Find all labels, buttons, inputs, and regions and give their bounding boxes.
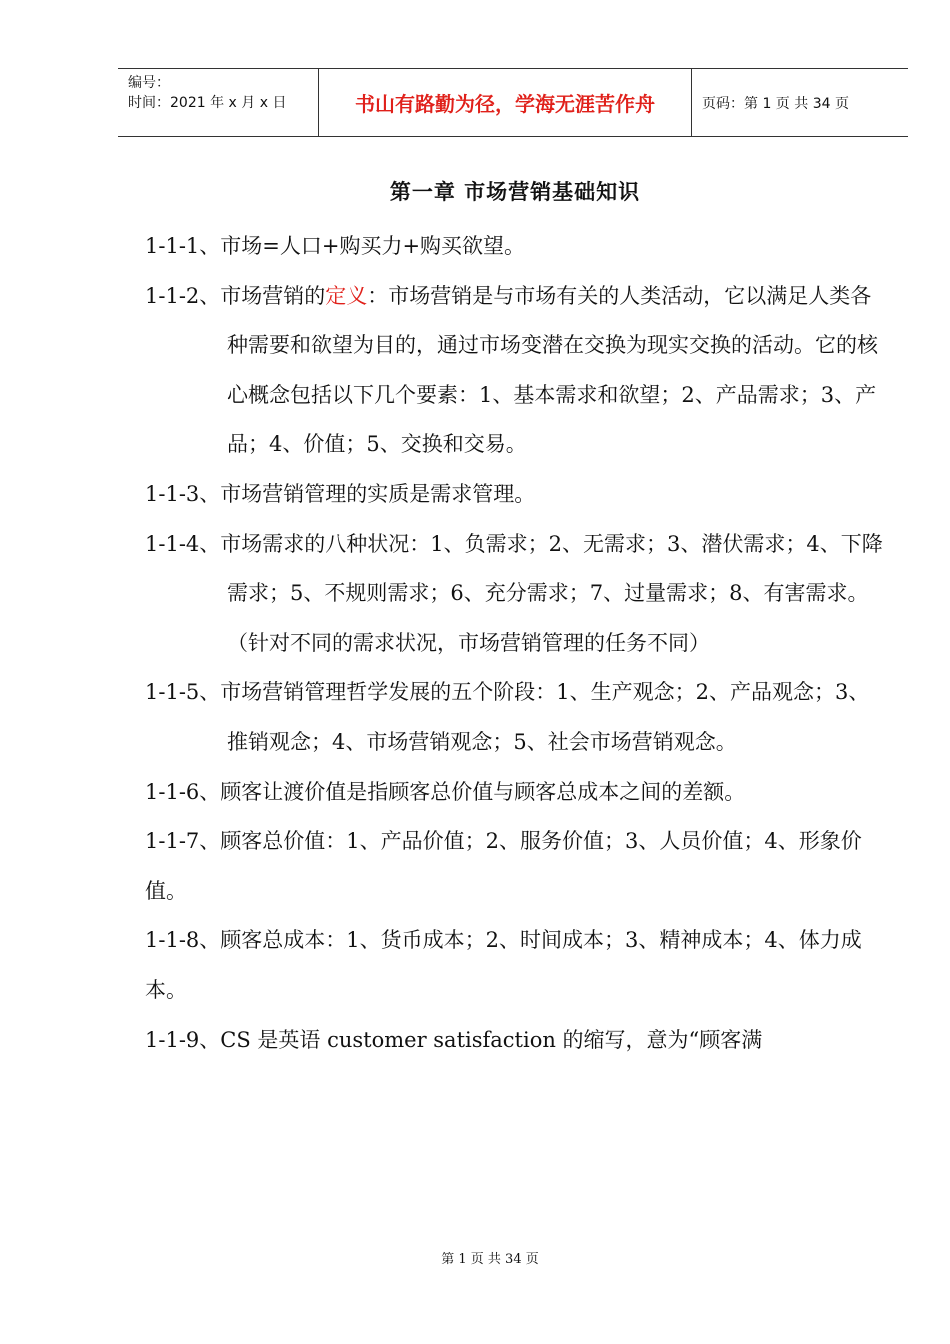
document-header [118,68,908,137]
paragraph-rest: ：市场营销是与市场有关的人类活动，它以满足人类各种需要和欲望为目的，通过市场变潜在交换为现实交换的活动。它的核心概念包括以下几个要素：1、基本需求和欲望；2、产品需求；3、产品；4、价值；5、交换和交易。 [227,283,878,457]
paragraph: 1-1-4、市场需求的八种状况：1、负需求；2、无需求；3、潜伏需求；4、下降需求；5、不规则需求；6、充分需求；7、过量需求；8、有害需求。（针对不同的需求状况，市场营销管理的任务不同） [145,531,883,655]
paragraph: 1-1-6、顾客让渡价值是指顾客总价值与顾客总成本之间的差额。 [145,779,746,804]
header-page-info: 页码：第 1 页 共 34 页 [702,95,849,112]
time-label: 时间：2021 年 x 月 x 日 [128,95,287,111]
header-meta [118,69,319,136]
paragraph: 1-1-3、市场营销管理的实质是需求管理。 [145,481,536,506]
document-body [145,222,890,1065]
code-label: 编号： [128,75,170,91]
highlighted-term: 定义 [325,283,368,308]
header-motto: 书山有路勤为径，学海无涯苦作舟 [355,92,655,116]
paragraph: 1-1-8、顾客总成本：1、货币成本；2、时间成本；3、精神成本；4、体力成本。 [145,928,862,1002]
paragraph: 1-1-9、CS 是英语 customer satisfaction 的缩写，意为“顾客满 [145,1027,763,1052]
paragraph: 1-1-1、市场=人口+购买力+购买欲望。 [145,234,526,258]
header-motto-cell [319,69,692,136]
paragraph: 1-1-7、顾客总价值：1、产品价值；2、服务价值；3、人员价值；4、形象价值。 [145,829,862,903]
chapter-title: 第一章 市场营销基础知识 [389,180,641,204]
paragraph: 1-1-5、市场营销管理哲学发展的五个阶段：1、生产观念；2、产品观念；3、推销观念；4、市场营销观念；5、社会市场营销观念。 [145,680,870,754]
paragraph-prefix: 1-1-2、市场营销的 [145,283,326,308]
page-footer: 第 1 页 共 34 页 [441,1252,539,1267]
paragraph [145,272,890,470]
